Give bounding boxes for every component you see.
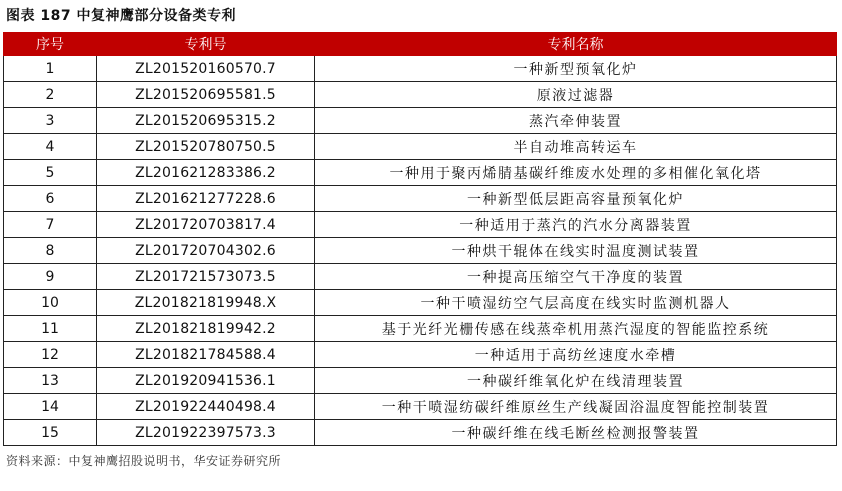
table-row	[4, 394, 837, 420]
cell-patent-number: ZL201621277228.6	[97, 186, 315, 212]
table-row	[4, 264, 837, 290]
cell-patent-name: 一种碳纤维氧化炉在线清理装置	[315, 368, 837, 394]
cell-index: 6	[4, 186, 97, 212]
table-row	[4, 160, 837, 186]
cell-index: 4	[4, 134, 97, 160]
cell-patent-number: ZL201520160570.7	[97, 56, 315, 82]
cell-patent-number: ZL201621283386.2	[97, 160, 315, 186]
cell-patent-name: 一种干喷湿纺空气层高度在线实时监测机器人	[315, 290, 837, 316]
table-header-row	[4, 33, 837, 56]
cell-index: 5	[4, 160, 97, 186]
cell-patent-name: 基于光纤光栅传感在线蒸牵机用蒸汽湿度的智能监控系统	[315, 316, 837, 342]
table-row	[4, 238, 837, 264]
cell-index: 15	[4, 420, 97, 446]
cell-patent-name: 一种新型低层距高容量预氧化炉	[315, 186, 837, 212]
table-row	[4, 420, 837, 446]
cell-patent-name: 一种碳纤维在线毛断丝检测报警装置	[315, 420, 837, 446]
table-row	[4, 368, 837, 394]
header-patent-number: 专利号	[97, 33, 315, 56]
cell-index: 2	[4, 82, 97, 108]
table-row	[4, 134, 837, 160]
cell-patent-name: 一种用于聚丙烯腈基碳纤维废水处理的多相催化氧化塔	[315, 160, 837, 186]
cell-index: 13	[4, 368, 97, 394]
source-note: 资料来源：中复神鹰招股说明书，华安证券研究所	[6, 454, 282, 468]
cell-patent-name: 一种提高压缩空气干净度的装置	[315, 264, 837, 290]
table-row	[4, 212, 837, 238]
cell-patent-name: 一种新型预氧化炉	[315, 56, 837, 82]
cell-patent-number: ZL201821819942.2	[97, 316, 315, 342]
table-row	[4, 342, 837, 368]
cell-index: 8	[4, 238, 97, 264]
patent-table	[3, 32, 837, 446]
table-row	[4, 56, 837, 82]
table-row	[4, 82, 837, 108]
header-index: 序号	[4, 33, 97, 56]
cell-patent-name: 一种烘干辊体在线实时温度测试装置	[315, 238, 837, 264]
figure-title: 图表 187 中复神鹰部分设备类专利	[6, 8, 236, 24]
cell-index: 14	[4, 394, 97, 420]
table-row	[4, 108, 837, 134]
cell-index: 12	[4, 342, 97, 368]
cell-index: 10	[4, 290, 97, 316]
cell-patent-name: 一种干喷湿纺碳纤维原丝生产线凝固浴温度智能控制装置	[315, 394, 837, 420]
cell-patent-name: 一种适用于蒸汽的汽水分离器装置	[315, 212, 837, 238]
cell-patent-number: ZL201920941536.1	[97, 368, 315, 394]
table-row	[4, 316, 837, 342]
cell-index: 7	[4, 212, 97, 238]
cell-index: 9	[4, 264, 97, 290]
cell-patent-number: ZL201922397573.3	[97, 420, 315, 446]
cell-index: 1	[4, 56, 97, 82]
cell-patent-name: 蒸汽牵伸装置	[315, 108, 837, 134]
table-body	[4, 56, 837, 446]
cell-patent-number: ZL201720703817.4	[97, 212, 315, 238]
table-row	[4, 290, 837, 316]
cell-index: 3	[4, 108, 97, 134]
cell-patent-number: ZL201922440498.4	[97, 394, 315, 420]
cell-patent-number: ZL201721573073.5	[97, 264, 315, 290]
table-row	[4, 186, 837, 212]
cell-patent-number: ZL201821819948.X	[97, 290, 315, 316]
cell-patent-number: ZL201520695581.5	[97, 82, 315, 108]
cell-index: 11	[4, 316, 97, 342]
cell-patent-number: ZL201821784588.4	[97, 342, 315, 368]
cell-patent-name: 半自动堆高转运车	[315, 134, 837, 160]
cell-patent-number: ZL201520780750.5	[97, 134, 315, 160]
cell-patent-number: ZL201520695315.2	[97, 108, 315, 134]
cell-patent-number: ZL201720704302.6	[97, 238, 315, 264]
cell-patent-name: 原液过滤器	[315, 82, 837, 108]
header-patent-name: 专利名称	[315, 33, 837, 56]
cell-patent-name: 一种适用于高纺丝速度水牵槽	[315, 342, 837, 368]
